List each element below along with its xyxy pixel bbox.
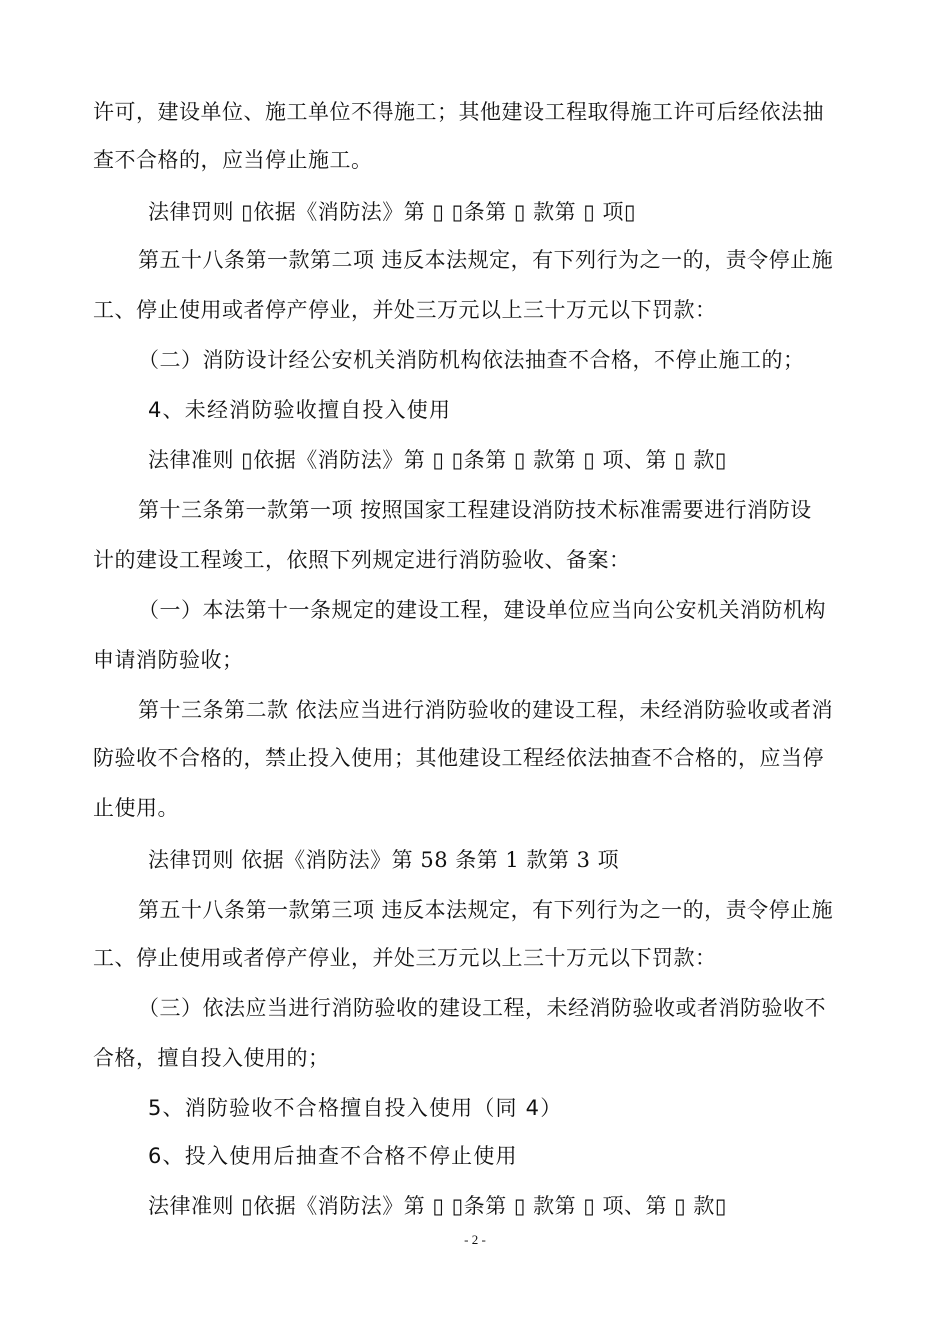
paragraph-line: 止使用。	[93, 796, 179, 820]
article-line: 第五十八条第一款第二项 违反本法规定，有下列行为之一的，责令停止施	[138, 248, 834, 272]
paragraph-line: 防验收不合格的，禁止投入使用；其他建设工程经依法抽查不合格的，应当停	[93, 746, 824, 770]
penalty-rule-line: 法律罚则 依据《消防法》第 58 条第 1 款第 3 项	[148, 848, 620, 872]
paragraph-line: 工、停止使用或者停产停业，并处三万元以上三十万元以下罚款：	[93, 298, 717, 322]
section-heading: 4、未经消防验收擅自投入使用	[148, 398, 452, 422]
section-heading: 5、消防验收不合格擅自投入使用（同 4）	[148, 1096, 563, 1120]
article-line: 第十三条第一款第一项 按照国家工程建设消防技术标准需要进行消防设	[138, 498, 812, 522]
paragraph-line: 工、停止使用或者停产停业，并处三万元以上三十万元以下罚款：	[93, 946, 717, 970]
penalty-rule-line: 法律罚则 ▯依据《消防法》第 ▯ ▯条第 ▯ 款第 ▯ 项▯	[148, 200, 637, 224]
section-heading: 6、投入使用后抽查不合格不停止使用	[148, 1144, 518, 1168]
paragraph-line: 许可，建设单位、施工单位不得施工；其他建设工程取得施工许可后经依法抽	[93, 100, 824, 124]
paragraph-line: 申请消防验收；	[93, 648, 244, 672]
article-line: 第五十八条第一款第三项 违反本法规定，有下列行为之一的，责令停止施	[138, 898, 834, 922]
item-line: （三）依法应当进行消防验收的建设工程，未经消防验收或者消防验收不	[138, 996, 826, 1020]
paragraph-line: 计的建设工程竣工，依照下列规定进行消防验收、备案：	[93, 548, 631, 572]
item-line: （二）消防设计经公安机关消防机构依法抽查不合格，不停止施工的；	[138, 348, 805, 372]
page-number: - 2 -	[464, 1232, 486, 1247]
legal-rule-line: 法律准则 ▯依据《消防法》第 ▯ ▯条第 ▯ 款第 ▯ 项、第 ▯ 款▯	[148, 448, 727, 472]
article-line: 第十三条第二款 依法应当进行消防验收的建设工程，未经消防验收或者消	[138, 698, 834, 722]
paragraph-line: 合格，擅自投入使用的；	[93, 1046, 330, 1070]
paragraph-line: 查不合格的，应当停止施工。	[93, 148, 373, 172]
item-line: （一）本法第十一条规定的建设工程，建设单位应当向公安机关消防机构	[138, 598, 826, 622]
legal-rule-line: 法律准则 ▯依据《消防法》第 ▯ ▯条第 ▯ 款第 ▯ 项、第 ▯ 款▯	[148, 1194, 727, 1218]
